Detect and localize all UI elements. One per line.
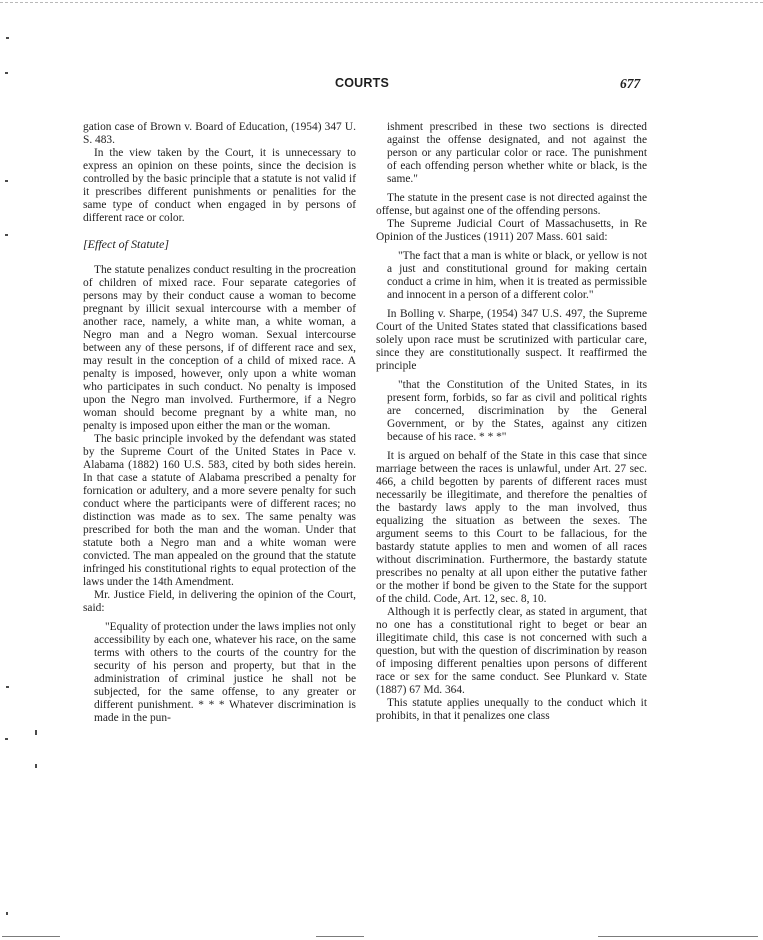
paragraph: gation case of Brown v. Board of Education, (1954) 347 U. S. 483. — [83, 121, 356, 146]
paragraph: The Supreme Judicial Court of Massachusetts, in Re Opinion of the Justices (1911) 207 Mass. 601 said: — [376, 218, 647, 243]
scan-speck — [5, 738, 8, 740]
scan-speck — [5, 72, 8, 74]
scan-edge-line — [316, 936, 364, 937]
paragraph: Mr. Justice Field, in delivering the opinion of the Court, said: — [83, 589, 356, 614]
paragraph: The statute penalizes conduct resulting in the procreation of children of mixed race. Four separate categories of persons may by their conduct cause a woman to become pregnant by illicit sexual intercourse with a member of another race, namely, a white man, a white woman, a Negro man and a Negro woman. Sexual intercourse between any of these persons, if of different race and sex, may result in the conception of a child of mixed race. A penalty is imposed, however, only upon a white woman who participates in such conduct. No penalty is imposed upon the Negro man involved. Furthermore, if a Negro woman should become pregnant by a white man, no penalty is imposed upon either the man or the woman. — [83, 264, 356, 432]
scan-edge-dashes — [0, 2, 763, 3]
paragraph: In Bolling v. Sharpe, (1954) 347 U.S. 497, the Supreme Court of the United States stated that classifications based solely upon race must be scrutinized with particular care, since they are constitutionally suspect. It reaffirmed the principle — [376, 308, 647, 372]
paragraph: In the view taken by the Court, it is unnecessary to express an opinion on these points, since the decision is controlled by the basic principle that a statute is not valid if it prescribes different punishments or penalities for the same type of conduct when engaged in by persons of different race or color. — [83, 147, 356, 224]
paragraph: It is argued on behalf of the State in this case that since marriage between the races is unlawful, under Art. 27 sec. 466, a child begotten by parents of different races must necessarily be illegitimate, and therefore the penalties of the bastardy laws apply to the man involved, thus equalizing the situation as between the sexes. The argument seems to this Court to be fallacious, for the bastardy statute applies to men and women of all races without discrimination. Furthermore, the bastardy statute prescribes no penalty at all upon either the putative father or the mother if bond be given to the State for the support of the child. Code, Art. 12, sec. 8, 10. — [376, 450, 647, 605]
page-number: 677 — [620, 76, 641, 91]
scan-edge-line — [2, 936, 60, 937]
running-head: COURTS — [335, 76, 389, 90]
paragraph: Although it is perfectly clear, as stated in argument, that no one has a constitutional right to beget or bear an illegitimate child, this case is not concerned with such a question, but with the question of discrimination by reason of imposing different penalties upon persons of different race or sex for the same conduct. See Plunkard v. State (1887) 67 Md. 364. — [376, 606, 647, 696]
scan-speck — [5, 234, 8, 236]
paragraph: The basic principle invoked by the defendant was stated by the Supreme Court of the United States in Pace v. Alabama (1882) 160 U.S. 583, cited by both sides herein. In that case a statute of Alabama prescribed a penalty for fornication or adultery, and a more severe penalty for such conduct where the participants were of different races; no distinction was made as to sex. The same penalty was prescribed for both the man and the woman. Under that statute both a Negro man and a white woman were convicted. The man appealed on the ground that the statute infringed his constitutional rights to equal protection of the laws under the 14th Amendment. — [83, 433, 356, 588]
block-quote: "Equality of protection under the laws implies not only accessibility by each one, whatever his race, on the same terms with others to the courts of the country for the security of his person and property, but that in the administration of criminal justice he shall not be subjected, for the same offense, to any greater or different punishment. * * * Whatever discrimination is made in the pun- — [94, 621, 356, 724]
paragraph: The statute in the present case is not directed against the offense, but against one of the offending persons. — [376, 192, 647, 217]
scan-speck — [35, 764, 37, 768]
block-quote: "that the Constitution of the United States, in its present form, forbids, so far as civil and political rights are concerned, discrimination by the General Government, or by the States, against any citizen because of his race. * * *" — [387, 379, 647, 443]
block-quote: "The fact that a man is white or black, or yellow is not a just and constitutional ground for making certain conduct a crime in him, when it is treated as permissible and innocent in a person of a different color." — [387, 250, 647, 301]
section-heading: [Effect of Statute] — [83, 237, 169, 251]
scan-edge-line — [598, 936, 758, 937]
scan-speck — [6, 686, 9, 688]
left-column — [83, 121, 356, 725]
paragraph: This statute applies unequally to the conduct which it prohibits, in that it penalizes one class — [376, 697, 647, 722]
scan-speck — [5, 180, 8, 182]
scan-speck — [35, 730, 37, 735]
block-quote-continued: ishment prescribed in these two sections is directed against the offense designated, and not against the person or any particular color or race. The punishment of each offending person whether white or black, is the same." — [387, 121, 647, 185]
scan-speck — [6, 912, 8, 915]
scan-speck — [6, 37, 9, 39]
right-column — [376, 121, 647, 723]
